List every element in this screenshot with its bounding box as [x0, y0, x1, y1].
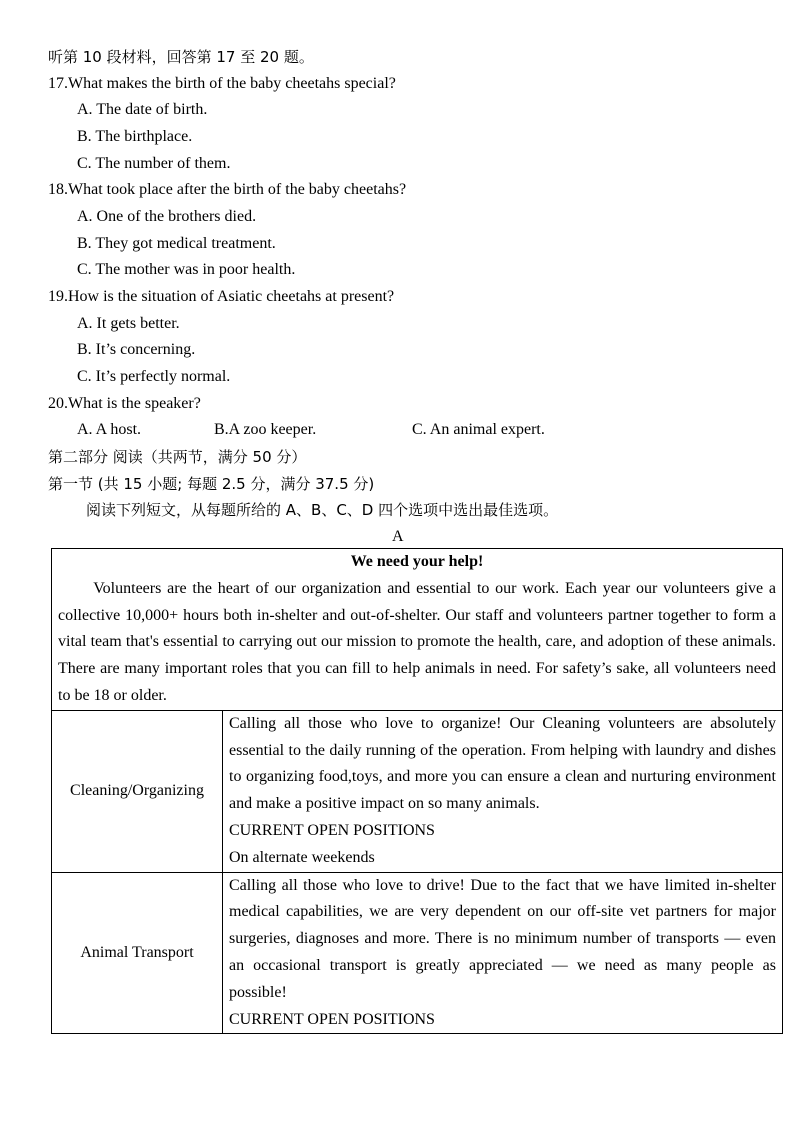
question-19-option-b: B. It’s concerning. — [77, 341, 196, 358]
question-17-option-c: C. The number of them. — [77, 155, 231, 172]
question-19-stem: 19.How is the situation of Asiatic cheetahs at present? — [48, 288, 395, 305]
reading-instruction: 阅读下列短文，从每题所给的 A、B、C、D 四个选项中选出最佳选项。 — [86, 501, 559, 519]
role-name-cleaning-text: Cleaning/Organizing — [70, 781, 204, 799]
question-17-option-a: A. The date of birth. — [77, 101, 208, 118]
question-18-option-c: C. The mother was in poor health. — [77, 261, 296, 278]
passage-table — [51, 548, 783, 1034]
role-desc-transport — [223, 872, 783, 1034]
question-19-option-a: A. It gets better. — [77, 315, 180, 332]
part-two-title: 第二部分 阅读（共两节，满分 50 分） — [48, 448, 307, 466]
question-20-option-a: A. A host. — [77, 421, 142, 438]
role-row-cleaning — [52, 710, 783, 872]
question-20-stem: 20.What is the speaker? — [48, 395, 201, 412]
passage-letter: A — [392, 528, 404, 545]
role-desc-transport-text: Calling all those who love to drive! Due to the fact that we have limited in-shelter medical capabilities, we are very dependent on our off-site vet partners for major surgeries, diagnoses and more. There is no minimum number of transports — even an occasional transport is greatly appreciated — we need as many people as possible! — [229, 876, 776, 1001]
question-19-option-c: C. It’s perfectly normal. — [77, 368, 231, 385]
question-20-option-b: B.A zoo keeper. — [214, 421, 317, 438]
role-row-transport — [52, 872, 783, 1034]
role-desc-cleaning-text: Calling all those who love to organize! Our Cleaning volunteers are absolutely essential to the daily running of the operation. From helping with laundry and dishes to organizing food,toys, and more you can ensure a clean and nurturing environment and make a positive impact on so many animals. — [229, 714, 776, 813]
question-17-option-b: B. The birthplace. — [77, 128, 193, 145]
question-20-option-c: C. An animal expert. — [412, 421, 545, 438]
question-18-option-b: B. They got medical treatment. — [77, 235, 276, 252]
role-positions-label-transport: CURRENT OPEN POSITIONS — [229, 1010, 435, 1028]
role-name-cleaning — [52, 710, 223, 872]
role-name-transport-text: Animal Transport — [80, 943, 194, 961]
section-one-title: 第一节 (共 15 小题; 每题 2.5 分，满分 37.5 分) — [48, 475, 375, 493]
question-18-option-a: A. One of the brothers died. — [77, 208, 257, 225]
role-positions-label-cleaning: CURRENT OPEN POSITIONS — [229, 821, 435, 839]
role-desc-cleaning — [223, 710, 783, 872]
listening-section-intro: 听第 10 段材料，回答第 17 至 20 题。 — [48, 48, 314, 66]
passage-intro: Volunteers are the heart of our organization and essential to our work. Each year our volunteers give a collective 10,000+ hours both in-shelter and out-of-shelter. Our staff and volunteers partner together to form a vital team that's essential to carrying out our mission to promote the health, care, and adoption of these animals. There are many important roles that you can fill to help animals in need. For safety’s sake, all volunteers need to be 18 or older. — [58, 579, 776, 704]
question-17-stem: 17.What makes the birth of the baby cheetahs special? — [48, 75, 396, 92]
passage-header-row — [52, 549, 783, 711]
passage-intro-cell — [52, 549, 783, 711]
passage-heading: We need your help! — [350, 553, 484, 570]
question-18-stem: 18.What took place after the birth of the baby cheetahs? — [48, 181, 407, 198]
role-name-transport — [52, 872, 223, 1034]
role-positions-detail-cleaning: On alternate weekends — [229, 848, 375, 866]
